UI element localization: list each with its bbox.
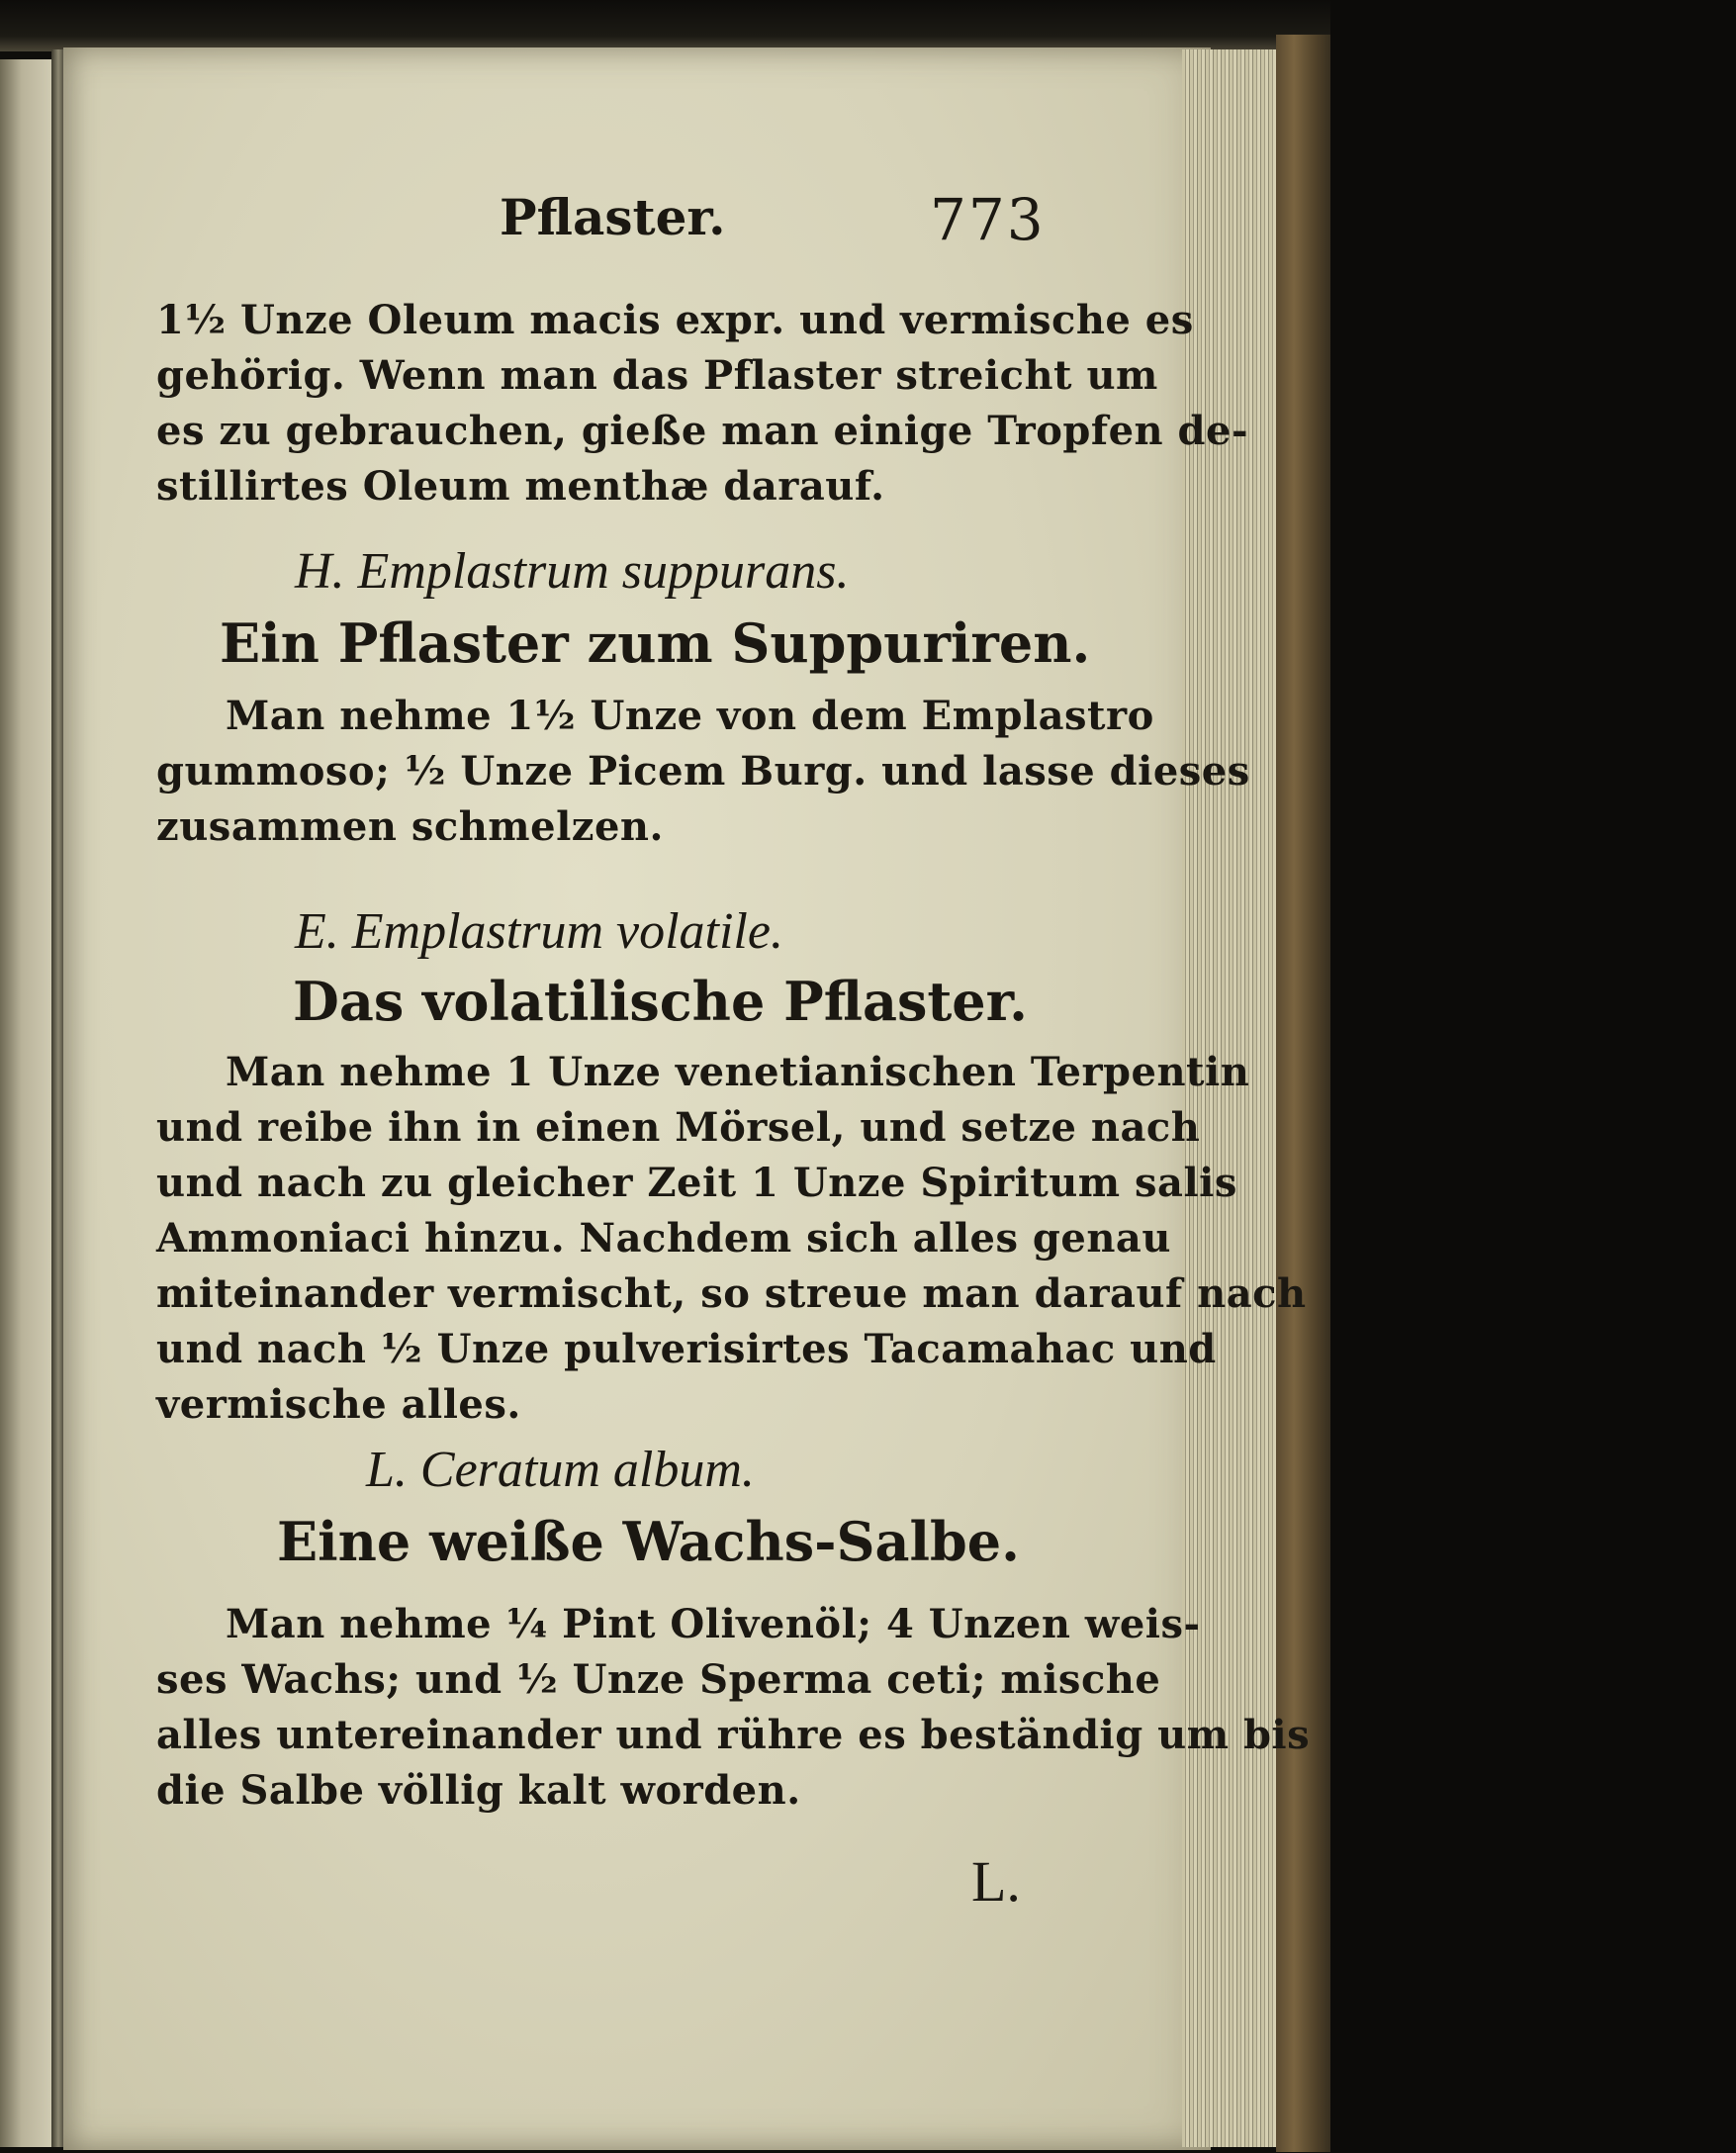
catchword: L. bbox=[971, 1849, 1021, 1914]
continuation-line: 1½ Unze Oleum macis expr. und vermische es bbox=[156, 297, 1194, 343]
section-body-line: vermische alles. bbox=[156, 1381, 521, 1428]
section-body-line: alles untereinander und rühre es beständig um bis bbox=[156, 1712, 1311, 1758]
page-number: 773 bbox=[930, 186, 1046, 253]
previous-page-edge bbox=[0, 59, 54, 2147]
section-latin-heading: E. Emplastrum volatile. bbox=[295, 903, 783, 960]
section-body-line: und nach ½ Unze pulverisirtes Tacamahac und bbox=[156, 1326, 1217, 1372]
running-title: Pflaster. bbox=[500, 188, 726, 246]
section-latin-heading: H. Emplastrum suppurans. bbox=[295, 543, 850, 600]
section-body-line: zusammen schmelzen. bbox=[156, 803, 664, 850]
leather-cover-edge bbox=[1276, 35, 1335, 2152]
section-german-heading: Eine weiße Wachs-Salbe. bbox=[277, 1510, 1020, 1573]
section-body-line: Ammoniaci hinzu. Nachdem sich alles genau bbox=[156, 1215, 1171, 1262]
continuation-line: es zu gebrauchen, gieße man einige Tropfen de- bbox=[156, 408, 1249, 454]
section-latin-heading: L. Ceratum album. bbox=[366, 1442, 755, 1498]
section-body-line: und nach zu gleicher Zeit 1 Unze Spiritum salis bbox=[156, 1160, 1237, 1206]
section-body-line: ses Wachs; und ½ Unze Sperma ceti; mische bbox=[156, 1656, 1161, 1703]
section-body-line: miteinander vermischt, so streue man darauf nach bbox=[156, 1270, 1307, 1317]
section-body-line: die Salbe völlig kalt worden. bbox=[156, 1767, 801, 1814]
section-body-line: Man nehme 1½ Unze von dem Emplastro bbox=[226, 693, 1154, 739]
section-body-line: gummoso; ½ Unze Picem Burg. und lasse dieses bbox=[156, 748, 1250, 795]
section-german-heading: Das volatilische Pflaster. bbox=[293, 970, 1028, 1033]
dark-background bbox=[1330, 0, 1736, 2153]
continuation-line: stillirtes Oleum menthæ darauf. bbox=[156, 463, 885, 510]
top-shadow bbox=[0, 0, 1330, 51]
page-edges bbox=[1182, 49, 1281, 2147]
continuation-line: gehörig. Wenn man das Pflaster streicht um bbox=[156, 352, 1158, 399]
section-body-line: und reibe ihn in einen Mörsel, und setze nach bbox=[156, 1104, 1201, 1151]
section-body-line: Man nehme 1 Unze venetianischen Terpentin bbox=[226, 1049, 1250, 1095]
section-german-heading: Ein Pflaster zum Suppuriren. bbox=[220, 611, 1091, 675]
section-body-line: Man nehme ¼ Pint Olivenöl; 4 Unzen weis- bbox=[226, 1601, 1201, 1647]
